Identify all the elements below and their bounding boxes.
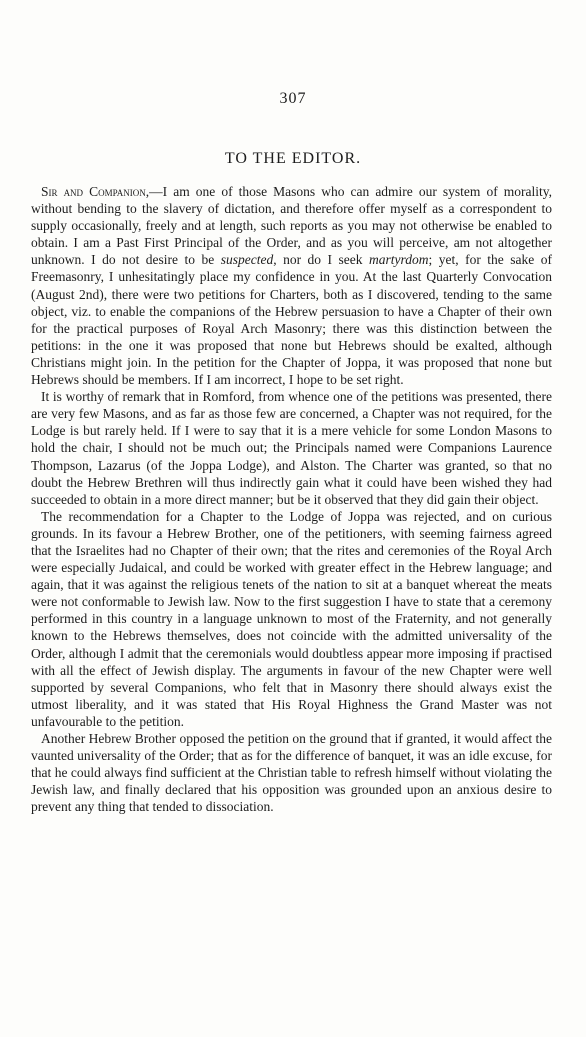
emphasis-martyrdom: martyrdom: [369, 252, 429, 268]
paragraph-1-text-b: , nor do I seek: [273, 252, 369, 268]
paragraph-2: It is worthy of remark that in Romford, from whence one of the petitions was presented, there are very few Masons, and as far as those few are concerned, a Chapter was not required, for the Lodge is but rarely held. If I were to say that it is a mere vehicle for some London Masons to hold the chair, I should not be much out; the Principals named were Companions Laurence Thompson, Lazarus (of the Joppa Lodge), and Alston. The Charter was granted, so that no doubt the Hebrew Brethren will thus indirectly gain what it could have been wished they had succeeded to obtain in a more direct manner; but be it observed that they did gain their object.: [31, 389, 552, 507]
letter-body: [31, 183, 552, 815]
emphasis-suspected: suspected: [220, 252, 274, 268]
paragraph-1: [31, 183, 552, 388]
paragraph-3: The recommendation for a Chapter to the Lodge of Joppa was rejected, and on curious grounds. In its favour a Hebrew Brother, one of the petitioners, with seeming fairness agreed that the Israelites had no Chapter of their own; that the rites and ceremonies of the Royal Arch were especially Judaical, and could be worked with greater effect in the Hebrew language; and again, that it was against the religious tenets of the nation to sit at a banquet whereat the meats were not conformable to Jewish law. Now to the first suggestion I have to state that a ceremony performed in this country in a language unknown to most of the Fraternity, and not generally known to the Hebrews themselves, does not coincide with the admitted universality of the Order, although I admit that the ceremonials would doubtless appear more imposing if practised with all the effect of Jewish display. The arguments in favour of the new Chapter were well supported by several Companions, who felt that in Masonry there should always exist the utmost liberality, and it was stated that His Royal Highness the Grand Master was not unfavourable to the petition.: [31, 508, 552, 729]
page-number: 307: [279, 90, 307, 107]
paragraph-1-text-c: ; yet, for the sake of Freemasonry, I unhesitatingly place my confidence in you. At the last Quarterly Convocation (August 2nd), there were two petitions for Charters, both as I discovered, tending to the same object, viz. to enable the companions of the Hebrew persuasion to have a Chapter of their own for the practical purposes of Royal Arch Masonry; there was this distinction between the petitions: in the one it was proposed that none but Hebrews should be exalted, although Christians might join. In the petition for the Chapter of Joppa, it was proposed that none but Hebrews should be members. If I am incorrect, I hope to be set right.: [31, 252, 552, 388]
salutation: Sir and Companion,: [41, 184, 150, 199]
paragraph-1-text-a: —I am one of those Masons who can admire our system of morality, without bending to the slavery of dictation, and therefore offer myself as a correspondent to supply occasionally, freely and at length, such reports as you may not otherwise be enabled to obtain. I am a Past First Principal of the Order, and as you will perceive, am not altogether unknown. I do not desire to be: [31, 184, 552, 268]
paragraph-4: Another Hebrew Brother opposed the petition on the ground that if granted, it would affect the vaunted universality of the Order; that as for the difference of banquet, it was an idle excuse, for that he could always find sufficient at the Christian table to refresh himself without violating the Jewish law, and finally declared that his opposition was grounded upon an anxious desire to prevent any thing that tended to dissociation.: [31, 731, 552, 815]
article-heading: TO THE EDITOR.: [224, 150, 362, 167]
